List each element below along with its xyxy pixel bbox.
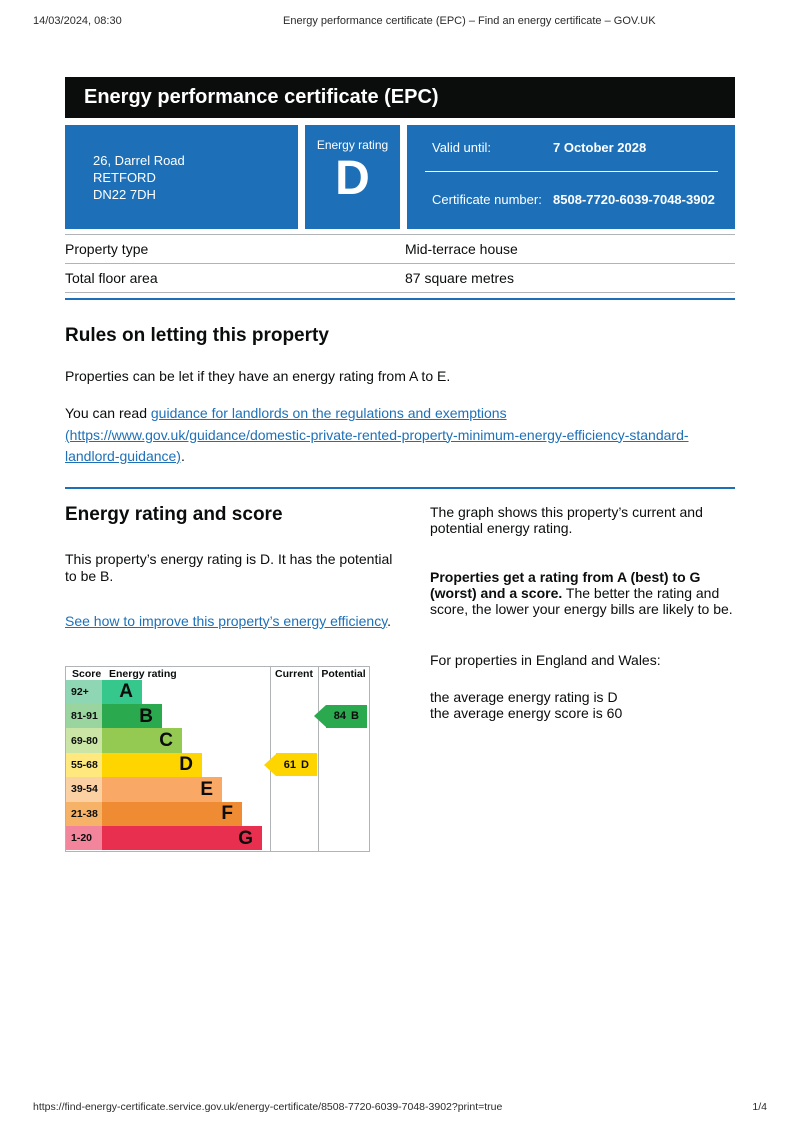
band-f-score-range: 21-38 [66,802,102,826]
landlord-guidance-link[interactable]: guidance for landlords on the regulations and exemptions (https://www.gov.uk/guidance/domestic-private-rented-property-minimum-energy-efficiency-standard-landlord-guidance) [65,405,689,464]
page-indicator: 1/4 [752,1101,767,1113]
improve-paragraph [65,613,405,630]
print-datetime: 14/03/2024, 08:30 [33,15,122,27]
rating-summary: This property’s energy rating is D. It has the potential to be B. [65,550,393,584]
certificate-summary-box [65,125,735,229]
improve-suffix: . [387,612,392,629]
average-score-line: the average energy score is 60 [430,705,623,721]
validity-box [407,125,735,229]
certificate-number-value: 8508-7720-6039-7048-3902 [553,192,715,207]
potential-column-header: Potential [321,667,366,680]
left-arrow-icon [314,705,326,727]
current-rating-arrow [264,753,317,776]
region-line: For properties in England and Wales: [430,651,661,668]
band-row-g [66,826,369,850]
band-b-score-range: 81-91 [66,704,102,728]
band-row-c [66,728,369,752]
address-line-1: 26, Darrel Road [93,152,185,168]
band-g-score-range: 1-20 [66,826,102,850]
current-band: D [301,758,309,771]
energy-rating-column-header: Energy rating [109,667,177,680]
potential-band: B [351,710,359,723]
property-type-label: Property type [65,241,149,257]
band-d-bar: D [102,753,202,777]
rating-score-heading: Energy rating and score [65,503,283,525]
band-row-a [66,680,369,704]
left-arrow-icon [264,754,276,776]
band-d-score-range: 55-68 [66,753,102,777]
certificate-page [65,0,735,852]
epc-banner [65,77,735,118]
band-row-f [66,802,369,826]
rating-explanation-bold: Properties get a rating from A (best) to G (worst) and a score. [430,568,701,601]
band-row-e [66,777,369,801]
rating-explanation-column [430,504,735,852]
print-header [33,15,767,27]
epc-rating-chart [65,666,370,852]
score-column-header: Score [72,667,102,680]
valid-until-value: 7 October 2028 [553,140,647,155]
property-type-value: Mid-terrace house [405,241,518,257]
print-page-title: Energy performance certificate (EPC) – Find an energy certificate – GOV.UK [283,15,656,27]
section-divider [65,298,735,300]
print-url: https://find-energy-certificate.service.gov.uk/energy-certificate/8508-7720-6039-7048-3902?print=true [33,1101,503,1113]
averages [430,689,735,722]
potential-rating-arrow [314,705,367,728]
address-line-3: DN22 7DH [93,186,156,202]
current-column-header: Current [275,667,313,680]
band-row-d [66,753,369,777]
potential-column-divider [318,667,319,851]
band-a-score-range: 92+ [66,680,102,704]
property-details-table [65,234,735,293]
print-footer [33,1101,767,1113]
validity-divider [425,171,718,172]
band-e-bar: E [102,777,222,801]
rating-score-column [65,504,405,852]
guidance-prefix: You can read [65,405,151,421]
floor-area-value: 87 square metres [405,270,514,286]
rules-heading: Rules on letting this property [65,325,329,346]
address-line-2: RETFORD [93,169,156,185]
energy-rating-label: Energy rating [316,138,389,152]
certificate-number-label: Certificate number: [432,192,542,207]
section-divider [65,487,735,489]
rules-guidance-paragraph [65,403,735,468]
valid-until-label: Valid until: [432,140,492,155]
floor-area-label: Total floor area [65,270,158,286]
band-g-bar: G [102,826,262,850]
chart-header [66,667,369,680]
page-title: Energy performance certificate (EPC) [84,86,439,108]
property-address [65,125,298,229]
energy-rating-value: D [335,152,370,205]
improve-efficiency-link[interactable]: See how to improve this property’s energy efficiency [65,612,388,629]
band-a-bar: A [102,680,142,704]
band-c-bar: C [102,728,182,752]
graph-intro: The graph shows this property’s current and potential energy rating. [430,503,703,536]
table-row [65,235,735,264]
band-f-bar: F [102,802,242,826]
band-e-score-range: 39-54 [66,777,102,801]
rating-explanation-rest: The better the rating and score, the lower your energy bills are likely to be. [430,584,733,617]
energy-rating-box [305,125,400,229]
band-b-bar: B [102,704,162,728]
average-rating-line: the average energy rating is D [430,688,618,705]
rules-paragraph: Properties can be let if they have an energy rating from A to E. [65,368,451,384]
table-row [65,264,735,293]
band-c-score-range: 69-80 [66,728,102,752]
potential-score: 84 [333,710,347,723]
rating-explanation [430,569,735,617]
guidance-suffix: . [180,448,185,464]
current-score: 61 [283,758,297,771]
